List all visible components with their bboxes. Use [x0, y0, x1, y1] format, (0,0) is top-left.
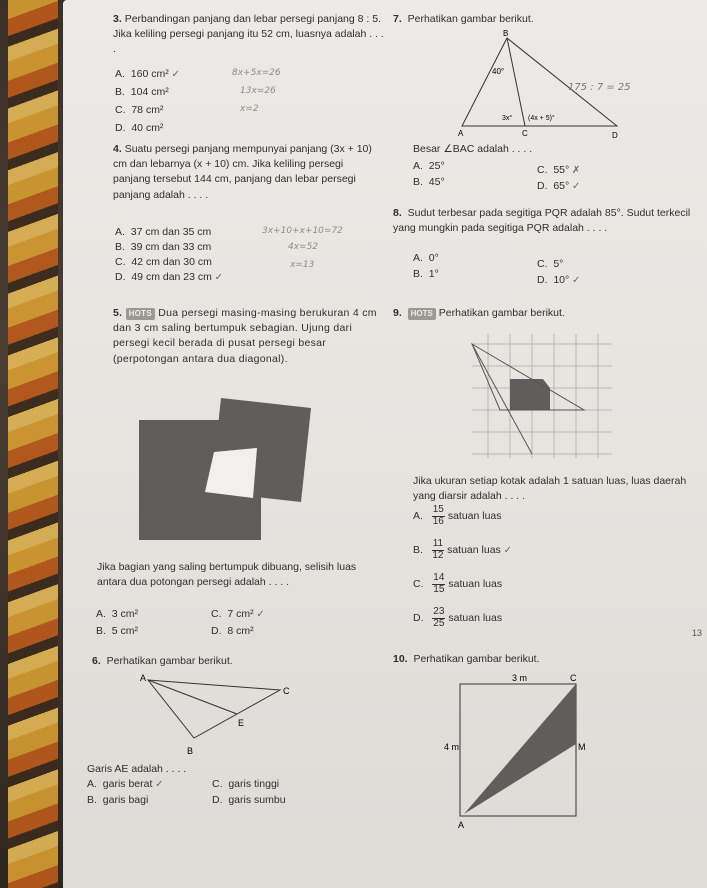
option-b[interactable]: 45°	[428, 176, 445, 188]
handwriting: x=2	[240, 104, 259, 114]
label-3m: 3 m	[512, 673, 528, 683]
label-4m: 4 m	[444, 742, 460, 752]
question-9	[393, 306, 693, 321]
label-c: C	[570, 673, 577, 683]
label-b: B	[187, 746, 194, 756]
label-c: C	[522, 129, 528, 138]
option-letter: B.	[115, 86, 125, 98]
hots-badge: HOTS	[408, 308, 436, 320]
question-7	[393, 12, 693, 27]
option-b[interactable]: 5 cm²	[111, 625, 139, 637]
question-text: Perhatikan gambar berikut.	[407, 13, 534, 25]
option-letter: C.	[537, 258, 548, 270]
question-number: 8.	[393, 207, 402, 219]
option-a[interactable]: 160 cm²	[130, 68, 169, 80]
handwriting: x=13	[290, 260, 315, 270]
label-a: A	[458, 820, 465, 830]
question-number: 9.	[393, 307, 402, 319]
option-b[interactable]: 104 cm²	[130, 86, 169, 98]
option-letter: A.	[115, 226, 125, 238]
question-4	[113, 142, 375, 203]
handwriting: 8x+5x=26	[232, 68, 281, 78]
label-e: E	[238, 718, 245, 728]
option-c[interactable]: 55°	[553, 164, 570, 176]
question-number: 3.	[113, 13, 122, 25]
overlapping-squares-figure	[135, 392, 315, 552]
handwriting: 175 : 7 = 25	[568, 82, 631, 93]
option-letter: A.	[413, 252, 423, 264]
question-8	[393, 206, 693, 236]
option-letter: D.	[413, 611, 424, 624]
question-text: Perhatikan gambar berikut.	[413, 653, 540, 665]
label-d: D	[612, 131, 618, 140]
option-a[interactable]: satuan luas	[447, 509, 502, 522]
option-letter: A.	[413, 509, 423, 522]
handwriting: 4x=52	[288, 242, 319, 252]
fraction: $\frac{11}{12}$	[432, 538, 444, 561]
option-c[interactable]: 42 cm dan 30 cm	[131, 256, 212, 268]
question-7-stem	[413, 142, 532, 157]
question-text: Garis AE adalah . . . .	[87, 763, 187, 775]
question-number: 10.	[393, 653, 408, 665]
rectangle-figure-q10	[444, 670, 590, 830]
question-5	[113, 306, 381, 367]
question-text: Sudut terbesar pada segitiga PQR adalah 85°. Sudut terkecil yang mungkin pada segitiga PQR adalah . . . .	[393, 207, 691, 235]
option-c[interactable]: 78 cm²	[131, 104, 164, 116]
option-d[interactable]: 49 cm dan 23 cm	[131, 271, 212, 283]
option-c[interactable]: 5°	[553, 258, 564, 270]
option-letter: D.	[537, 180, 548, 192]
option-c[interactable]: garis tinggi	[228, 778, 280, 790]
option-b[interactable]: garis bagi	[102, 794, 149, 806]
label-angle-4x5: (4x + 5)°	[528, 115, 555, 122]
label-m: M	[578, 742, 586, 752]
option-a[interactable]: 37 cm dan 35 cm	[130, 226, 212, 238]
hots-badge: HOTS	[126, 308, 155, 320]
label-angle-40: 40°	[492, 67, 505, 76]
triangle-figure-q6	[140, 672, 300, 762]
option-d[interactable]: 8 cm²	[227, 625, 254, 637]
question-text: Dua persegi masing-masing berukuran 4 cm dan 3 cm saling bertumpuk sebagian. Ujung dari persegi kecil berada di pusat persegi besar (perpotongan antara dua diagonal).	[113, 307, 377, 365]
option-letter: B.	[413, 176, 423, 188]
option-letter: C.	[537, 164, 548, 176]
shaded-triangle	[464, 684, 576, 814]
option-a[interactable]: 0°	[428, 252, 439, 264]
option-d[interactable]: garis sumbu	[228, 794, 286, 806]
question-text: Perbandingan panjang dan lebar persegi panjang 8 : 5. Jika keliling persegi panjang itu 52 cm, luasnya adalah . . . .	[113, 13, 384, 56]
option-a[interactable]: garis berat	[102, 778, 153, 790]
option-letter: C.	[115, 256, 126, 268]
option-d[interactable]: 40 cm²	[131, 122, 164, 134]
question-text: Jika ukuran setiap kotak adalah 1 satuan luas, luas daerah yang diarsir adalah . . . .	[413, 475, 687, 503]
question-3	[113, 12, 385, 58]
question-10	[393, 652, 693, 667]
question-number: 4.	[113, 143, 122, 155]
option-letter: B.	[413, 543, 423, 556]
option-letter: D.	[115, 122, 126, 134]
question-text: Perhatikan gambar berikut.	[106, 655, 233, 667]
option-letter: D.	[115, 271, 126, 283]
option-b[interactable]: 39 cm dan 33 cm	[130, 241, 212, 253]
option-letter: D.	[537, 274, 548, 286]
question-text: Jika bagian yang saling bertumpuk dibuang, selisih luas antara dua potongan persegi adalah . . . .	[97, 561, 357, 589]
label-a: A	[140, 673, 147, 683]
question-text: Perhatikan gambar berikut.	[438, 307, 565, 319]
option-c[interactable]: satuan luas	[448, 577, 503, 590]
option-letter: D.	[211, 625, 222, 637]
option-letter: A.	[96, 608, 106, 620]
question-9-stem	[413, 474, 693, 504]
option-d[interactable]: 10°	[553, 274, 570, 286]
fraction: $\frac{15}{16}$	[432, 504, 444, 527]
option-letter: A.	[115, 68, 125, 80]
grid-figure-q9	[466, 330, 616, 460]
question-5-continuation	[97, 560, 365, 590]
option-letter: A.	[413, 160, 423, 172]
option-a[interactable]: 25°	[428, 160, 445, 172]
option-letter: A.	[87, 778, 97, 790]
fraction: $\frac{14}{15}$	[433, 572, 445, 595]
question-text: Suatu persegi panjang mempunyai panjang (3x + 10) cm dan lebarnya (x + 10) cm. Jika keliling persegi panjang tersebut 144 cm, panjang dan lebar persegi panjang adalah . . . .	[113, 143, 372, 201]
option-letter: C.	[211, 608, 222, 620]
option-letter: B.	[115, 241, 125, 253]
fraction: $\frac{23}{25}$	[433, 606, 445, 629]
handwriting: 3x+10+x+10=72	[262, 226, 343, 236]
option-b[interactable]: 1°	[428, 268, 439, 280]
option-d[interactable]: satuan luas	[448, 611, 503, 624]
question-number: 5.	[113, 307, 123, 319]
option-c[interactable]: 7 cm²	[227, 608, 254, 620]
question-text: Besar ∠BAC adalah . . . .	[413, 143, 533, 155]
option-letter: D.	[212, 794, 223, 806]
option-d[interactable]: 65°	[553, 180, 570, 192]
question-number: 6.	[92, 655, 101, 667]
option-letter: B.	[87, 794, 97, 806]
handwriting: 13x=26	[240, 86, 276, 96]
option-letter: C.	[212, 778, 223, 790]
option-b[interactable]: satuan luas	[447, 543, 501, 556]
shaded-region	[510, 379, 550, 410]
question-number: 7.	[393, 13, 402, 25]
batik-cloth-pattern	[8, 0, 58, 888]
option-a[interactable]: 3 cm²	[111, 608, 139, 620]
label-b: B	[503, 29, 509, 38]
option-letter: B.	[96, 625, 106, 637]
label-a: A	[458, 129, 464, 138]
page-number: 13	[692, 628, 703, 638]
option-letter: C.	[413, 577, 424, 590]
label-c: C	[283, 686, 290, 696]
option-letter: C.	[115, 104, 126, 116]
question-6	[92, 654, 352, 669]
option-letter: B.	[413, 268, 423, 280]
question-6-stem	[87, 762, 186, 777]
label-angle-3x: 3x°	[502, 115, 513, 122]
